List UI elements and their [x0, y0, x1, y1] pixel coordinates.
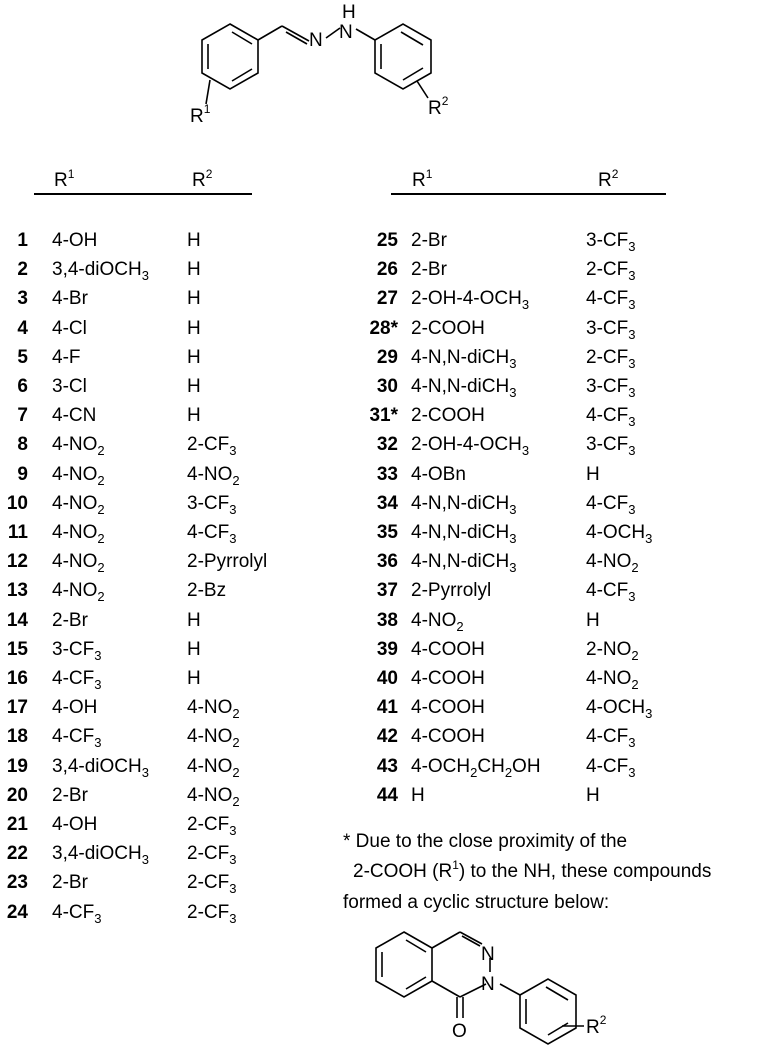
table-row	[0, 255, 774, 284]
compound-number: 8	[17, 434, 28, 456]
compound-number: 7	[17, 405, 28, 427]
r1-substituent: 2-Br	[411, 230, 447, 251]
r1-substituent: 2-COOH	[411, 317, 485, 339]
r2-substituent: $4-CF_3$	[586, 405, 636, 430]
r2-substituent: $2-CF_3$	[586, 346, 636, 371]
compound-number: 39	[376, 638, 398, 660]
bottom-n1-label: N	[481, 944, 495, 965]
compound-number: 2	[17, 259, 28, 281]
compound-number: 20	[6, 784, 28, 806]
compound-number: 40	[376, 668, 398, 689]
r2-substituent: H	[187, 346, 201, 368]
r2-substituent: $2-NO_2$	[586, 638, 639, 663]
table-row	[0, 606, 774, 635]
right-header-rule	[391, 193, 666, 195]
table-row	[0, 226, 774, 255]
carbonyl-oxygen-label: O	[452, 1021, 467, 1042]
compound-number: 13	[6, 580, 28, 602]
compound-number: 29	[376, 346, 398, 368]
compound-number: 44	[376, 784, 398, 806]
r1-substituent: 4-Br	[52, 288, 88, 310]
r2-substituent: $4-NO_2$	[187, 726, 240, 751]
r1-substituent: $4-NO_2$	[52, 580, 105, 605]
compound-number: 31*	[369, 405, 398, 427]
r2-substituent: $4-CF_3$	[586, 288, 636, 313]
table-row	[0, 547, 774, 576]
r1-substituent: 4-OH	[52, 814, 98, 835]
table-row	[0, 664, 774, 693]
r2-substituent: H	[187, 376, 201, 397]
r1-substituent: $3-CF_3$	[52, 638, 102, 663]
r1-substituent: 4-COOH	[411, 668, 485, 689]
r2-substituent: H	[187, 317, 201, 339]
compound-number: 34	[376, 492, 398, 514]
compound-number: 36	[376, 551, 398, 573]
r2-substituent: $2-CF_3$	[187, 901, 237, 926]
r1-substituent: $4-CF_3$	[52, 668, 102, 692]
r2-substituent: $3-CF_3$	[586, 434, 636, 459]
r1-substituent: $4-NO_2$	[52, 551, 105, 576]
left-header-r1: $R^1$	[54, 167, 75, 191]
left-header-r2: $R^2$	[192, 167, 213, 191]
bottom-r2-superscript: 2	[599, 1013, 607, 1027]
r1-substituent: $4-CF_3$	[52, 726, 102, 751]
table-row	[0, 518, 774, 547]
compound-number: 27	[376, 288, 398, 310]
r2-substituent: $4-CF_3$	[586, 755, 636, 780]
compound-number: 37	[376, 580, 398, 602]
r1-substituent: $4-NO_2$	[52, 492, 105, 517]
r1-substituent: 4-COOH	[411, 697, 485, 719]
r2-substituent: $2-CF_3$	[586, 259, 636, 284]
r1-substituent: 4-N,N-diCH$_3$	[411, 492, 517, 517]
r2-substituent: $4-CF_3$	[187, 522, 237, 546]
compound-number: 24	[6, 901, 28, 923]
right-header-r1: $R^1$	[412, 167, 433, 191]
compound-number: 9	[17, 463, 28, 485]
table-row	[0, 372, 774, 401]
r2-substituent: $4-CF_3$	[586, 580, 636, 605]
r1-substituent: $4-NO_2$	[52, 463, 105, 488]
r2-substituent: H	[586, 609, 600, 631]
svg-text:R2	[428, 94, 449, 119]
r2-substituent: H	[187, 259, 201, 281]
r2-substituent: $4-NO_2$	[586, 668, 639, 692]
r2-substituent: H	[187, 405, 201, 427]
r1-substituent: $4-NO_2$	[52, 522, 105, 546]
compound-number: 19	[6, 755, 28, 777]
compound-number: 35	[376, 522, 398, 543]
r1-substituent: $4-NO_2$	[411, 609, 464, 634]
r1-substituent: 2-Br	[411, 259, 447, 281]
r1-substituent: H	[411, 784, 425, 806]
table-row	[0, 343, 774, 372]
r2-substituent: H	[187, 230, 201, 251]
compound-number: 10	[6, 492, 28, 514]
table-row	[0, 752, 774, 781]
r1-substituent: 2-Br	[52, 872, 88, 894]
compound-number: 42	[376, 726, 398, 748]
compound-number: 33	[376, 463, 398, 485]
r1-substituent: 4-OBn	[411, 463, 466, 485]
r1-substituent: 4-N,N-diCH$_3$	[411, 551, 517, 576]
footnote-line-1: * Due to the close proximity of the	[343, 831, 628, 852]
r2-substituent: $4-CF_3$	[586, 492, 636, 517]
svg-text:R2	[586, 1013, 607, 1038]
compound-number: 21	[6, 814, 28, 835]
r2-substituent: $4-OCH_3$	[586, 522, 653, 546]
r2-substituent: H	[187, 668, 201, 689]
hydrazone-core-structure	[0, 0, 774, 160]
table-row	[0, 722, 774, 751]
r2-substituent: $4-NO_2$	[187, 755, 240, 780]
r1-substituent: $2-OH-4-OCH_3$	[411, 288, 530, 313]
compound-number: 16	[6, 668, 28, 689]
amine-nitrogen-label: N	[339, 22, 353, 43]
r1-substituent: 2-Br	[52, 784, 88, 806]
r2-substituent: H	[187, 638, 201, 660]
r2-substituent: $4-NO_2$	[187, 697, 240, 722]
r2-substituent: $4-OCH_3$	[586, 697, 653, 722]
compound-number: 3	[17, 288, 28, 310]
r2-substituent: $4-NO_2$	[187, 784, 240, 809]
r1-substituent: 4-COOH	[411, 638, 485, 660]
r1-superscript: 1	[203, 102, 211, 116]
r1-substituent: 4-CN	[52, 405, 97, 427]
r2-substituent: $4-CF_3$	[586, 726, 636, 751]
r1-substituent: 4-Cl	[52, 317, 87, 339]
compound-number: 26	[376, 259, 398, 281]
compound-number: 38	[376, 609, 398, 631]
r2-substituent: H	[187, 288, 201, 310]
compound-number: 1	[17, 230, 28, 251]
nh-hydrogen-label: H	[342, 2, 356, 23]
phthalazinone-structure	[0, 900, 774, 1050]
r1-substituent: 2-COOH	[411, 405, 485, 427]
r2-substituent: $4-NO_2$	[586, 551, 639, 576]
footnote-line-3: formed a cyclic structure below:	[343, 892, 610, 913]
compound-number: 22	[6, 843, 28, 865]
bottom-n2-label: N	[481, 974, 495, 995]
r1-substituent: 4-N,N-diCH$_3$	[411, 376, 517, 400]
r1-substituent: $4-CF_3$	[52, 901, 102, 926]
r2-substituent: $2-CF_3$	[187, 814, 237, 838]
r1-substituent: 3-Cl	[52, 376, 87, 397]
table-row	[0, 460, 774, 489]
compound-number: 15	[6, 638, 28, 660]
r2-substituent: 2-Pyrrolyl	[187, 551, 268, 573]
table-row	[0, 314, 774, 343]
compound-number: 28*	[369, 317, 398, 339]
r1-substituent: $2-OH-4-OCH_3$	[411, 434, 530, 459]
r2-substituent: $2-CF_3$	[187, 872, 237, 897]
r2-substituent: $3-CF_3$	[187, 492, 237, 517]
imine-nitrogen-label: N	[309, 30, 323, 51]
r1-substituent: 3,4-diOCH$_3$	[52, 259, 149, 284]
r2-substituent: $3-CF_3$	[586, 230, 636, 254]
r2-substituent: 2-Bz	[187, 580, 227, 602]
r2-substituent: H	[586, 463, 600, 485]
r2-substituent: $3-CF_3$	[586, 317, 636, 342]
r1-substituent: 2-Br	[52, 609, 88, 631]
compound-number: 25	[376, 230, 398, 251]
table-row	[0, 401, 774, 430]
r1-substituent: 2-Pyrrolyl	[411, 580, 492, 602]
table-row	[0, 284, 774, 313]
compound-number: 32	[376, 434, 398, 456]
table-row	[0, 430, 774, 459]
compound-number: 5	[17, 346, 28, 368]
compound-number: 41	[376, 697, 398, 719]
r2-substituent: H	[586, 784, 600, 806]
r1-substituent: $4-OCH_2CH_2OH$	[411, 755, 541, 780]
compound-number: 17	[6, 697, 28, 719]
compound-number: 18	[6, 726, 28, 748]
bottom-r2-label: R	[586, 1017, 600, 1038]
r1-substituent: 4-OH	[52, 697, 98, 719]
compound-number: 43	[376, 755, 398, 777]
r1-substituent: 4-OH	[52, 230, 98, 251]
table-row	[0, 489, 774, 518]
compound-number: 4	[17, 317, 28, 339]
r1-substituent: 3,4-diOCH$_3$	[52, 843, 149, 868]
r2-substituent: $3-CF_3$	[586, 376, 636, 400]
table-row	[0, 781, 774, 810]
footnote-line-2: 2-COOH $(R^1)$ to the NH, these compounds	[353, 858, 712, 882]
compound-number: 12	[6, 551, 28, 573]
r1-substituent: $4-NO_2$	[52, 434, 105, 459]
svg-text:R1	[190, 102, 211, 127]
r1-substituent: 4-COOH	[411, 726, 485, 748]
compound-number: 11	[7, 522, 28, 543]
compound-number: 14	[6, 609, 28, 631]
r1-substituent: 3,4-diOCH$_3$	[52, 755, 149, 780]
compound-number: 23	[6, 872, 28, 894]
compound-number: 30	[376, 376, 398, 397]
r2-substituent: $2-CF_3$	[187, 434, 237, 459]
r2-substituent: H	[187, 609, 201, 631]
table-row	[0, 693, 774, 722]
right-header-r2: $R^2$	[598, 167, 619, 191]
r2-superscript: 2	[441, 94, 449, 108]
r2-substituent: $4-NO_2$	[187, 463, 240, 488]
r1-substituent: 4-F	[52, 346, 81, 368]
table-row	[0, 635, 774, 664]
r1-label: R	[190, 106, 204, 127]
left-header-rule	[34, 193, 252, 195]
table-row	[0, 576, 774, 605]
r2-substituent: $2-CF_3$	[187, 843, 237, 868]
r1-substituent: 4-N,N-diCH$_3$	[411, 346, 517, 371]
compound-number: 6	[17, 376, 28, 397]
r2-label: R	[428, 98, 442, 119]
r1-substituent: 4-N,N-diCH$_3$	[411, 522, 517, 546]
